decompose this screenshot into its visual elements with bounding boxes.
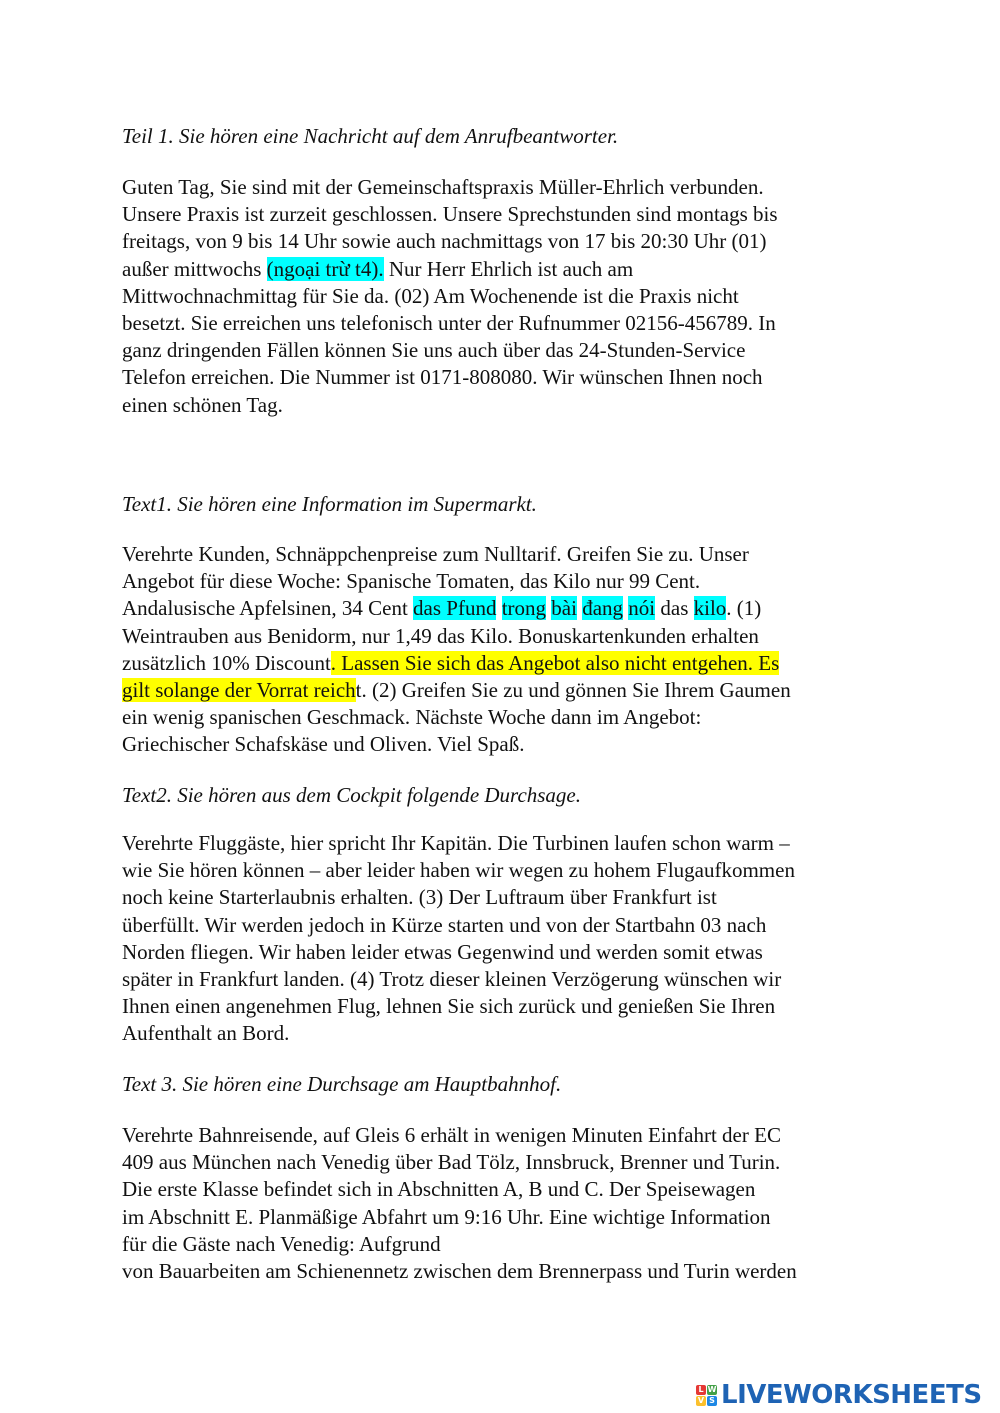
- text-segment: zusätzlich 10% Discount: [122, 650, 331, 675]
- text-segment: Andalusische Apfelsinen, 34 Cent: [122, 596, 414, 621]
- teil1-paragraph: [122, 174, 778, 419]
- text-line: Verehrte Bahnreisende, auf Gleis 6 erhält in wenigen Minuten Einfahrt der EC: [122, 1123, 781, 1147]
- text-segment: Nur Herr Ehrlich ist auch am: [383, 256, 634, 281]
- highlighted-sentence: gilt solange der Vorrat reich: [122, 677, 356, 702]
- highlighted-word: das Pfund: [413, 596, 497, 621]
- text-line: Aufenthalt an Bord.: [122, 1021, 290, 1046]
- text3-paragraph: [122, 1122, 797, 1285]
- text-segment: außer mittwochs: [122, 256, 267, 281]
- text-line: Verehrte Kunden, Schnäppchenpreise zum Nulltarif. Greifen Sie zu. Unser: [122, 542, 749, 566]
- text-segment: . (1): [726, 596, 762, 621]
- text-line: Griechischer Schafskäse und Oliven. Viel Spaß.: [122, 732, 525, 757]
- text2-paragraph: [122, 830, 795, 1048]
- text-line: Mittwochnachmittag für Sie da. (02) Am Wochenende ist die Praxis nicht: [122, 283, 739, 308]
- text2-heading: Text2. Sie hören aus dem Cockpit folgende Durchsage.: [122, 783, 582, 807]
- highlighted-note: (ngoại trừ t4).: [266, 256, 384, 281]
- text-line: Ihnen einen angenehmen Flug, lehnen Sie sich zurück und genießen Sie Ihren: [122, 994, 776, 1019]
- text-line: ganz dringenden Fällen können Sie uns auch über das 24-Stunden-Service: [122, 338, 746, 363]
- logo-mark-letter: V: [697, 1395, 705, 1405]
- highlighted-word: kilo: [693, 596, 727, 621]
- text-line: wie Sie hören können – aber leider haben wir wegen zu hohem Flugaufkommen: [122, 858, 795, 883]
- text-line: [122, 677, 791, 704]
- highlighted-word: nói: [628, 596, 656, 621]
- logo-text: LIVEWORKSHEETS: [721, 1380, 982, 1410]
- text-line: Norden fliegen. Wir haben leider etwas Gegenwind und werden somit etwas: [122, 939, 763, 964]
- text-line: [122, 650, 791, 677]
- highlighted-word: đang: [582, 596, 624, 621]
- text-line: einen schönen Tag.: [122, 392, 283, 417]
- text-line: Verehrte Fluggäste, hier spricht Ihr Kapitän. Die Turbinen laufen schon warm –: [122, 831, 790, 855]
- text-line: später in Frankfurt landen. (4) Trotz dieser kleinen Verzögerung wünschen wir: [122, 966, 782, 991]
- text-line: besetzt. Sie erreichen uns telefonisch unter der Rufnummer 02156-456789. In: [122, 310, 776, 335]
- logo-mark-letter: W: [707, 1384, 717, 1394]
- text-line: Telefon erreichen. Die Nummer ist 0171-808080. Wir wünschen Ihnen noch: [122, 365, 763, 390]
- liveworksheets-logo[interactable]: [696, 1380, 982, 1410]
- highlighted-sentence: . Lassen Sie sich das Angebot also nicht entgehen. Es: [330, 650, 780, 675]
- text3-heading: Text 3. Sie hören eine Durchsage am Hauptbahnhof.: [122, 1072, 562, 1096]
- text-line: 409 aus München nach Venedig über Bad Tölz, Innsbruck, Brenner und Turin.: [122, 1150, 781, 1175]
- text1-heading: Text1. Sie hören eine Information im Supermarkt.: [122, 492, 537, 516]
- text-segment: das: [660, 596, 689, 621]
- highlighted-word: bài: [551, 596, 577, 621]
- text-line: noch keine Starterlaubnis erhalten. (3) Der Luftraum über Frankfurt ist: [122, 885, 717, 910]
- text-line: freitags, von 9 bis 14 Uhr sowie auch nachmittags von 17 bis 20:30 Uhr (01): [122, 229, 767, 254]
- logo-mark-icon: [696, 1385, 717, 1406]
- text-line: Die erste Klasse befindet sich in Abschnitten A, B und C. Der Speisewagen: [122, 1177, 756, 1202]
- text-line: Guten Tag, Sie sind mit der Gemeinschaftspraxis Müller-Ehrlich verbunden.: [122, 175, 764, 199]
- text-line: Angebot für diese Woche: Spanische Tomaten, das Kilo nur 99 Cent.: [122, 569, 701, 594]
- text-line: [122, 256, 778, 283]
- text-line: ein wenig spanischen Geschmack. Nächste Woche dann im Angebot:: [122, 705, 702, 730]
- text-line: [122, 595, 791, 622]
- logo-mark-letter: S: [707, 1396, 717, 1406]
- highlighted-word: trong: [501, 596, 547, 621]
- text1-paragraph: [122, 541, 791, 759]
- text-line: Unsere Praxis ist zurzeit geschlossen. Unsere Sprechstunden sind montags bis: [122, 202, 778, 227]
- text-segment: t. (2) Greifen Sie zu und gönnen Sie Ihrem Gaumen: [355, 677, 791, 702]
- teil1-heading: Teil 1. Sie hören eine Nachricht auf dem Anrufbeantworter.: [122, 124, 619, 148]
- text-line: überfüllt. Wir werden jedoch in Kürze starten und von der Startbahn 03 nach: [122, 912, 767, 937]
- text-line: für die Gäste nach Venedig: Aufgrund: [122, 1231, 441, 1256]
- logo-mark-letter: L: [696, 1385, 706, 1395]
- text-line: im Abschnitt E. Planmäßige Abfahrt um 9:16 Uhr. Eine wichtige Information: [122, 1204, 771, 1229]
- text-line: Weintrauben aus Benidorm, nur 1,49 das Kilo. Bonuskartenkunden erhalten: [122, 623, 759, 648]
- text-line: von Bauarbeiten am Schienennetz zwischen dem Brennerpass und Turin werden: [122, 1258, 797, 1283]
